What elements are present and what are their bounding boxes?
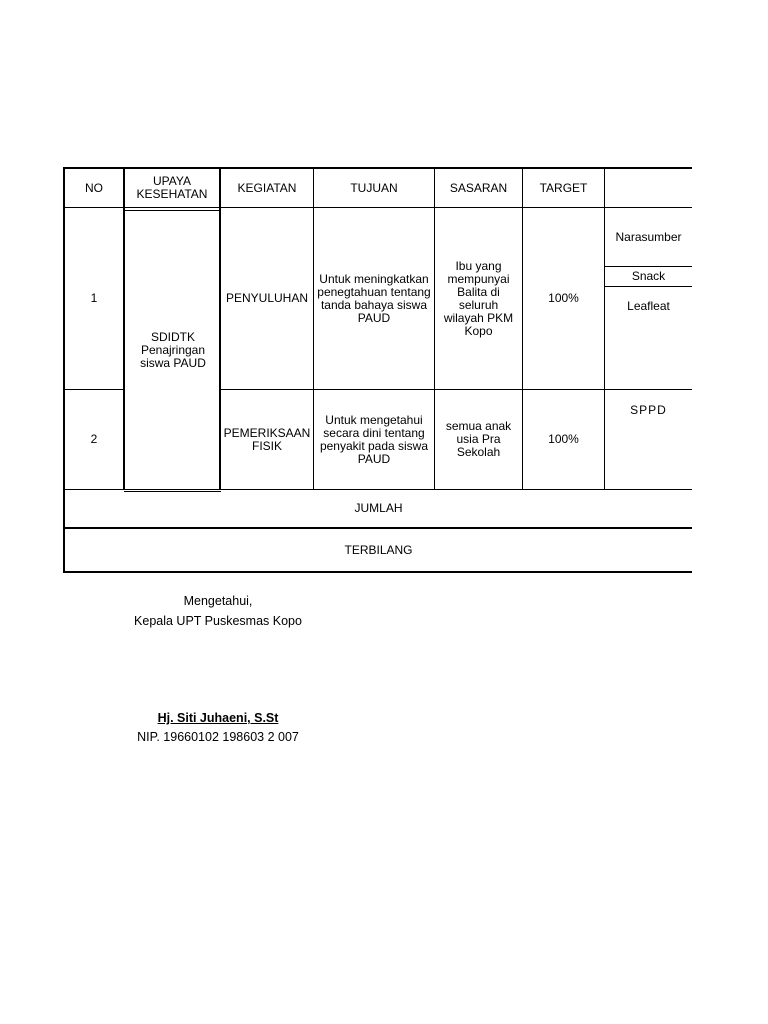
signature-name: Hj. Siti Juhaeni, S.St xyxy=(157,711,279,725)
row1-target: 100% xyxy=(548,291,579,305)
item-leafleat: Leafleat xyxy=(627,298,670,313)
table-bottom-border xyxy=(63,571,692,573)
header-sasaran: SASARAN xyxy=(449,180,508,195)
snack-bottom-border xyxy=(605,286,692,287)
row2-kegiatan: PEMERIKSAAN FISIK xyxy=(223,425,311,453)
upaya-value: SDIDTK Penajringan siswa PAUD xyxy=(140,329,206,370)
header-tujuan: TUJUAN xyxy=(350,180,398,195)
col-border-no xyxy=(123,167,125,490)
item-narasumber: Narasumber xyxy=(615,229,682,244)
signature-position: Kepala UPT Puskesmas Kopo xyxy=(134,614,302,628)
signature-nip: NIP. 19660102 198603 2 007 xyxy=(137,730,299,744)
jumlah-label: JUMLAH xyxy=(354,501,403,515)
row2-tujuan: Untuk mengetahui secara dini tentang penyakit pada siswa PAUD xyxy=(319,412,429,466)
item-sppd: SPPD xyxy=(630,402,667,417)
row1-kegiatan: PENYULUHAN xyxy=(225,291,309,305)
header-upaya: UPAYA KESEHATAN xyxy=(136,174,208,201)
row1-tujuan: Untuk meningkatkan penegtahuan tentang tanda bahaya siswa PAUD xyxy=(317,271,431,325)
row2-no: 2 xyxy=(90,432,98,446)
row1-no: 1 xyxy=(90,291,98,305)
item-snack: Snack xyxy=(631,269,666,283)
header-kegiatan: KEGIATAN xyxy=(237,180,297,195)
terbilang-label: TERBILANG xyxy=(344,542,413,557)
signature-mengetahui: Mengetahui, xyxy=(183,594,253,608)
row2-target: 100% xyxy=(548,432,579,446)
header-no: NO xyxy=(85,180,103,195)
row1-sasaran: Ibu yang mempunyai Balita di seluruh wilayah PKM Kopo xyxy=(443,258,514,338)
header-target: TARGET xyxy=(539,180,588,195)
row2-sasaran: semua anak usia Pra Sekolah xyxy=(445,419,512,459)
